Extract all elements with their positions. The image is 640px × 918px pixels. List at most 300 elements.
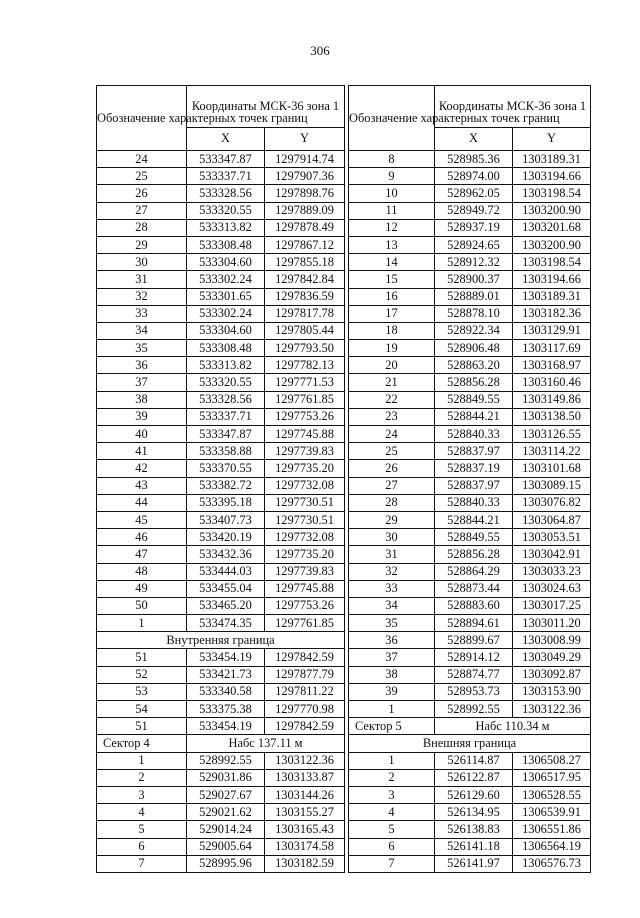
table-row [349, 271, 591, 288]
point-number-cell: 35 [349, 615, 435, 632]
point-number-cell: 13 [349, 236, 435, 253]
table-row [97, 168, 345, 185]
point-number-cell: 34 [349, 597, 435, 614]
y-coordinate-cell: 1297739.83 [265, 563, 345, 580]
sector-row [97, 735, 345, 752]
table-row [349, 236, 591, 253]
point-number-cell: 35 [97, 340, 187, 357]
x-coordinate-cell: 529005.64 [187, 838, 265, 855]
x-coordinate-cell: 529021.62 [187, 804, 265, 821]
y-coordinate-cell: 1297761.85 [265, 391, 345, 408]
x-coordinate-cell: 528912.32 [435, 254, 513, 271]
header-coords-label: Координаты МСК-36 зона 1 [187, 86, 345, 128]
x-coordinate-cell: 528937.19 [435, 219, 513, 236]
table-row [349, 288, 591, 305]
x-coordinate-cell: 533337.71 [187, 168, 265, 185]
point-number-cell: 29 [97, 236, 187, 253]
table-row [349, 786, 591, 803]
table-row [97, 305, 345, 322]
y-coordinate-cell: 1306517.95 [513, 769, 591, 786]
table-row [349, 357, 591, 374]
x-coordinate-cell: 528992.55 [435, 701, 513, 718]
point-number-cell: 1 [349, 701, 435, 718]
x-coordinate-cell: 529031.86 [187, 769, 265, 786]
table-row [349, 632, 591, 649]
table-row [97, 597, 345, 614]
x-coordinate-cell: 529014.24 [187, 821, 265, 838]
table-row [97, 821, 345, 838]
y-coordinate-cell: 1303133.87 [265, 769, 345, 786]
table-row [97, 288, 345, 305]
sector-area: Набс 110.34 м [435, 718, 591, 735]
y-coordinate-cell: 1303198.54 [513, 185, 591, 202]
table-row [97, 666, 345, 683]
y-coordinate-cell: 1297735.20 [265, 546, 345, 563]
outer-boundary-title-row [349, 735, 591, 752]
y-coordinate-cell: 1303189.31 [513, 288, 591, 305]
x-coordinate-cell: 528922.34 [435, 322, 513, 339]
table-row [97, 563, 345, 580]
y-coordinate-cell: 1303200.90 [513, 236, 591, 253]
point-number-cell: 22 [349, 391, 435, 408]
x-coordinate-cell: 533407.73 [187, 511, 265, 528]
point-number-cell: 4 [349, 804, 435, 821]
y-coordinate-cell: 1303089.15 [513, 477, 591, 494]
y-coordinate-cell: 1297805.44 [265, 322, 345, 339]
y-coordinate-cell: 1297836.59 [265, 288, 345, 305]
y-coordinate-cell: 1297739.83 [265, 443, 345, 460]
x-coordinate-cell: 533420.19 [187, 529, 265, 546]
point-number-cell: 3 [97, 786, 187, 803]
y-coordinate-cell: 1306539.91 [513, 804, 591, 821]
point-number-cell: 12 [349, 219, 435, 236]
table-row [349, 494, 591, 511]
x-coordinate-cell: 533347.87 [187, 426, 265, 443]
x-coordinate-cell: 533304.60 [187, 254, 265, 271]
table-row [97, 254, 345, 271]
table-row [97, 855, 345, 872]
y-coordinate-cell: 1303064.87 [513, 511, 591, 528]
point-number-cell: 53 [97, 683, 187, 700]
point-number-cell: 7 [349, 855, 435, 872]
point-number-cell: 18 [349, 322, 435, 339]
y-coordinate-cell: 1303122.36 [513, 701, 591, 718]
table-row [97, 529, 345, 546]
x-coordinate-cell: 528900.37 [435, 271, 513, 288]
table-row [97, 391, 345, 408]
x-coordinate-cell: 533454.19 [187, 718, 265, 735]
table-row [349, 254, 591, 271]
x-coordinate-cell: 528974.00 [435, 168, 513, 185]
point-number-cell: 44 [97, 494, 187, 511]
table-row [97, 838, 345, 855]
y-coordinate-cell: 1303153.90 [513, 683, 591, 700]
x-coordinate-cell: 533455.04 [187, 580, 265, 597]
y-coordinate-cell: 1297793.50 [265, 340, 345, 357]
x-coordinate-cell: 528864.29 [435, 563, 513, 580]
x-coordinate-cell: 528849.55 [435, 529, 513, 546]
x-coordinate-cell: 528894.61 [435, 615, 513, 632]
y-coordinate-cell: 1297855.18 [265, 254, 345, 271]
point-number-cell: 21 [349, 374, 435, 391]
point-number-cell: 45 [97, 511, 187, 528]
x-coordinate-cell: 528889.01 [435, 288, 513, 305]
y-coordinate-cell: 1297770.98 [265, 701, 345, 718]
point-number-cell: 6 [349, 838, 435, 855]
x-coordinate-cell: 533395.18 [187, 494, 265, 511]
point-number-cell: 36 [97, 357, 187, 374]
table-row [349, 460, 591, 477]
page-number: 306 [310, 43, 330, 58]
x-coordinate-cell: 533313.82 [187, 219, 265, 236]
y-coordinate-cell: 1297732.08 [265, 477, 345, 494]
x-coordinate-cell: 528924.65 [435, 236, 513, 253]
y-coordinate-cell: 1297877.79 [265, 666, 345, 683]
y-coordinate-cell: 1303126.55 [513, 426, 591, 443]
x-coordinate-cell: 533301.65 [187, 288, 265, 305]
x-coordinate-cell: 528856.28 [435, 546, 513, 563]
point-number-cell: 23 [349, 408, 435, 425]
point-number-cell: 37 [97, 374, 187, 391]
point-number-cell: 32 [349, 563, 435, 580]
y-coordinate-cell: 1303114.22 [513, 443, 591, 460]
point-number-cell: 15 [349, 271, 435, 288]
point-number-cell: 48 [97, 563, 187, 580]
y-coordinate-cell: 1303194.66 [513, 271, 591, 288]
point-number-cell: 20 [349, 357, 435, 374]
x-coordinate-cell: 533347.87 [187, 151, 265, 168]
table-row [97, 271, 345, 288]
x-coordinate-cell: 526141.18 [435, 838, 513, 855]
table-row [97, 460, 345, 477]
table-row [349, 580, 591, 597]
x-coordinate-cell: 533304.60 [187, 322, 265, 339]
y-coordinate-cell: 1303200.90 [513, 202, 591, 219]
table-row [97, 683, 345, 700]
x-coordinate-cell: 528995.96 [187, 855, 265, 872]
y-coordinate-cell: 1297735.20 [265, 460, 345, 477]
point-number-cell: 34 [97, 322, 187, 339]
x-coordinate-cell: 526122.87 [435, 769, 513, 786]
x-coordinate-cell: 528863.20 [435, 357, 513, 374]
point-number-cell: 51 [97, 649, 187, 666]
x-coordinate-cell: 528840.33 [435, 494, 513, 511]
table-row [97, 219, 345, 236]
table-row [349, 752, 591, 769]
table-row [349, 666, 591, 683]
table-row [349, 821, 591, 838]
sector-label: Сектор 5 [349, 718, 435, 735]
x-coordinate-cell: 533421.73 [187, 666, 265, 683]
x-coordinate-cell: 528856.28 [435, 374, 513, 391]
table-row [97, 580, 345, 597]
y-coordinate-cell: 1297730.51 [265, 494, 345, 511]
point-number-cell: 16 [349, 288, 435, 305]
point-number-cell: 39 [97, 408, 187, 425]
table-row [349, 391, 591, 408]
point-number-cell: 33 [349, 580, 435, 597]
point-number-cell: 26 [349, 460, 435, 477]
point-number-cell: 14 [349, 254, 435, 271]
x-coordinate-cell: 529027.67 [187, 786, 265, 803]
table-row [97, 357, 345, 374]
y-coordinate-cell: 1303042.91 [513, 546, 591, 563]
point-number-cell: 32 [97, 288, 187, 305]
y-coordinate-cell: 1297878.49 [265, 219, 345, 236]
point-number-cell: 17 [349, 305, 435, 322]
table-row [349, 322, 591, 339]
point-number-cell: 1 [97, 615, 187, 632]
y-coordinate-cell: 1303174.58 [265, 838, 345, 855]
y-coordinate-cell: 1297782.13 [265, 357, 345, 374]
y-coordinate-cell: 1297817.78 [265, 305, 345, 322]
y-coordinate-cell: 1306508.27 [513, 752, 591, 769]
y-coordinate-cell: 1303201.68 [513, 219, 591, 236]
table-row [97, 752, 345, 769]
y-coordinate-cell: 1303011.20 [513, 615, 591, 632]
y-coordinate-cell: 1303092.87 [513, 666, 591, 683]
table-row [349, 649, 591, 666]
sector-label: Сектор 4 [97, 735, 187, 752]
x-coordinate-cell: 533328.56 [187, 185, 265, 202]
point-number-cell: 24 [349, 426, 435, 443]
table-row [349, 683, 591, 700]
y-coordinate-cell: 1303049.29 [513, 649, 591, 666]
x-coordinate-cell: 528837.19 [435, 460, 513, 477]
x-coordinate-cell: 533474.35 [187, 615, 265, 632]
table-row [349, 443, 591, 460]
point-number-cell: 46 [97, 529, 187, 546]
x-coordinate-cell: 528837.97 [435, 477, 513, 494]
x-coordinate-cell: 528953.73 [435, 683, 513, 700]
table-row [97, 718, 345, 735]
point-number-cell: 25 [97, 168, 187, 185]
y-coordinate-cell: 1303165.43 [265, 821, 345, 838]
point-number-cell: 27 [97, 202, 187, 219]
point-number-cell: 47 [97, 546, 187, 563]
point-number-cell: 10 [349, 185, 435, 202]
table-row [97, 151, 345, 168]
x-coordinate-cell: 528840.33 [435, 426, 513, 443]
x-coordinate-cell: 533375.38 [187, 701, 265, 718]
point-number-cell: 31 [349, 546, 435, 563]
x-coordinate-cell: 533302.24 [187, 305, 265, 322]
x-coordinate-cell: 528844.21 [435, 511, 513, 528]
header-x-label: X [435, 127, 513, 150]
x-coordinate-cell: 526138.83 [435, 821, 513, 838]
point-number-cell: 49 [97, 580, 187, 597]
table-row [97, 769, 345, 786]
left-coordinates-table [96, 85, 345, 873]
x-coordinate-cell: 528873.44 [435, 580, 513, 597]
y-coordinate-cell: 1297889.09 [265, 202, 345, 219]
x-coordinate-cell: 528878.10 [435, 305, 513, 322]
x-coordinate-cell: 528906.48 [435, 340, 513, 357]
table-row [349, 563, 591, 580]
x-coordinate-cell: 528849.55 [435, 391, 513, 408]
y-coordinate-cell: 1303194.66 [513, 168, 591, 185]
x-coordinate-cell: 533328.56 [187, 391, 265, 408]
point-number-cell: 24 [97, 151, 187, 168]
table-row [349, 168, 591, 185]
point-number-cell: 8 [349, 151, 435, 168]
x-coordinate-cell: 528985.36 [435, 151, 513, 168]
table-row [97, 701, 345, 718]
y-coordinate-cell: 1303155.27 [265, 804, 345, 821]
x-coordinate-cell: 526141.97 [435, 855, 513, 872]
point-number-cell: 51 [97, 718, 187, 735]
point-number-cell: 36 [349, 632, 435, 649]
point-number-cell: 1 [97, 752, 187, 769]
table-row [97, 408, 345, 425]
point-number-cell: 28 [349, 494, 435, 511]
point-number-cell: 19 [349, 340, 435, 357]
point-number-cell: 33 [97, 305, 187, 322]
sector-area: Набс 137.11 м [187, 735, 345, 752]
y-coordinate-cell: 1303198.54 [513, 254, 591, 271]
x-coordinate-cell: 528837.97 [435, 443, 513, 460]
y-coordinate-cell: 1306576.73 [513, 855, 591, 872]
table-row [349, 804, 591, 821]
table-row [349, 340, 591, 357]
point-number-cell: 31 [97, 271, 187, 288]
x-coordinate-cell: 528899.67 [435, 632, 513, 649]
table-row [349, 185, 591, 202]
y-coordinate-cell: 1303017.25 [513, 597, 591, 614]
y-coordinate-cell: 1297914.74 [265, 151, 345, 168]
table-row [97, 236, 345, 253]
table-row [349, 855, 591, 872]
table-row [349, 219, 591, 236]
y-coordinate-cell: 1297753.26 [265, 408, 345, 425]
y-coordinate-cell: 1297753.26 [265, 597, 345, 614]
table-row [349, 546, 591, 563]
inner-boundary-title-row [97, 632, 345, 649]
y-coordinate-cell: 1303122.36 [265, 752, 345, 769]
x-coordinate-cell: 533320.55 [187, 202, 265, 219]
table-row [97, 426, 345, 443]
header-point-label: Обозначение характерных точек границ [349, 86, 435, 151]
table-row [349, 838, 591, 855]
header-y-label: Y [265, 127, 345, 150]
point-number-cell: 41 [97, 443, 187, 460]
right-coordinates-table [348, 85, 591, 873]
point-number-cell: 38 [349, 666, 435, 683]
y-coordinate-cell: 1297771.53 [265, 374, 345, 391]
x-coordinate-cell: 533340.58 [187, 683, 265, 700]
point-number-cell: 37 [349, 649, 435, 666]
point-number-cell: 39 [349, 683, 435, 700]
y-coordinate-cell: 1303024.63 [513, 580, 591, 597]
y-coordinate-cell: 1297842.59 [265, 649, 345, 666]
y-coordinate-cell: 1303076.82 [513, 494, 591, 511]
table-row [97, 649, 345, 666]
table-row [97, 804, 345, 821]
table-row [349, 701, 591, 718]
y-coordinate-cell: 1303182.36 [513, 305, 591, 322]
y-coordinate-cell: 1303138.50 [513, 408, 591, 425]
header-x-label: X [187, 127, 265, 150]
x-coordinate-cell: 526129.60 [435, 786, 513, 803]
y-coordinate-cell: 1297898.76 [265, 185, 345, 202]
table-row [349, 408, 591, 425]
point-number-cell: 6 [97, 838, 187, 855]
y-coordinate-cell: 1306564.19 [513, 838, 591, 855]
table-row [349, 202, 591, 219]
point-number-cell: 7 [97, 855, 187, 872]
x-coordinate-cell: 533454.19 [187, 649, 265, 666]
table-row [97, 202, 345, 219]
x-coordinate-cell: 533308.48 [187, 340, 265, 357]
table-row [349, 426, 591, 443]
x-coordinate-cell: 528874.77 [435, 666, 513, 683]
table-row [97, 511, 345, 528]
x-coordinate-cell: 533465.20 [187, 597, 265, 614]
table-row [349, 151, 591, 168]
point-number-cell: 29 [349, 511, 435, 528]
table-row [97, 546, 345, 563]
y-coordinate-cell: 1303129.91 [513, 322, 591, 339]
y-coordinate-cell: 1297745.88 [265, 426, 345, 443]
header-coords-label: Координаты МСК-36 зона 1 [435, 86, 591, 128]
x-coordinate-cell: 533320.55 [187, 374, 265, 391]
table-row [97, 786, 345, 803]
x-coordinate-cell: 528914.12 [435, 649, 513, 666]
table-row [349, 477, 591, 494]
table-row [349, 769, 591, 786]
x-coordinate-cell: 533313.82 [187, 357, 265, 374]
x-coordinate-cell: 528949.72 [435, 202, 513, 219]
x-coordinate-cell: 533308.48 [187, 236, 265, 253]
sector-row [349, 718, 591, 735]
y-coordinate-cell: 1303053.51 [513, 529, 591, 546]
x-coordinate-cell: 526134.95 [435, 804, 513, 821]
y-coordinate-cell: 1297745.88 [265, 580, 345, 597]
point-number-cell: 52 [97, 666, 187, 683]
x-coordinate-cell: 533337.71 [187, 408, 265, 425]
y-coordinate-cell: 1303189.31 [513, 151, 591, 168]
point-number-cell: 1 [349, 752, 435, 769]
x-coordinate-cell: 528962.05 [435, 185, 513, 202]
point-number-cell: 28 [97, 219, 187, 236]
y-coordinate-cell: 1303182.59 [265, 855, 345, 872]
table-row [97, 494, 345, 511]
y-coordinate-cell: 1303144.26 [265, 786, 345, 803]
y-coordinate-cell: 1297761.85 [265, 615, 345, 632]
table-row [97, 374, 345, 391]
y-coordinate-cell: 1297811.22 [265, 683, 345, 700]
y-coordinate-cell: 1303008.99 [513, 632, 591, 649]
x-coordinate-cell: 533370.55 [187, 460, 265, 477]
table-row [97, 340, 345, 357]
x-coordinate-cell: 526114.87 [435, 752, 513, 769]
point-number-cell: 30 [349, 529, 435, 546]
inner-boundary-title: Внутренняя граница [97, 632, 345, 649]
y-coordinate-cell: 1303117.69 [513, 340, 591, 357]
table-row [349, 511, 591, 528]
point-number-cell: 4 [97, 804, 187, 821]
table-row [97, 477, 345, 494]
table-row [97, 615, 345, 632]
y-coordinate-cell: 1297732.08 [265, 529, 345, 546]
point-number-cell: 9 [349, 168, 435, 185]
x-coordinate-cell: 528992.55 [187, 752, 265, 769]
point-number-cell: 30 [97, 254, 187, 271]
table-row [349, 597, 591, 614]
point-number-cell: 42 [97, 460, 187, 477]
point-number-cell: 5 [349, 821, 435, 838]
point-number-cell: 11 [349, 202, 435, 219]
